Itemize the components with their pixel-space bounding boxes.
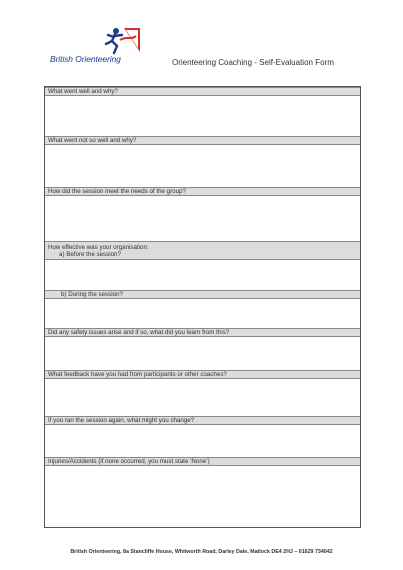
question-label: If you ran the session again, what might you change?: [48, 417, 195, 424]
question-during-session: [45, 290, 360, 299]
question-label: Did any safety issues arise and if so, what did you learn from this?: [48, 329, 230, 336]
question-label: b) During the session?: [61, 291, 123, 298]
question-label: How did the session meet the needs of the group?: [48, 188, 186, 195]
question-label: What went well and why?: [48, 88, 118, 95]
question-safety-issues: [45, 328, 360, 337]
british-orienteering-logo: [50, 26, 150, 66]
logo-text: British Orienteering: [50, 54, 121, 64]
question-injuries: [45, 457, 360, 466]
evaluation-form: [44, 86, 361, 528]
question-what-went-not-so-well: [45, 136, 360, 145]
question-change: [45, 416, 360, 425]
orienteer-runner-icon: [102, 26, 142, 56]
question-label: What went not so well and why?: [48, 137, 137, 144]
question-feedback: [45, 370, 360, 379]
question-what-went-well: [45, 87, 360, 96]
form-title: Orienteering Coaching - Self-Evaluation Form: [172, 58, 334, 67]
question-organisation: [45, 241, 360, 260]
question-needs-of-group: [45, 187, 360, 196]
footer-address: British Orienteering, 8a Stancliffe House, Whitworth Road, Darley Dale, Matlock DE4 2HJ – 01629 734042: [70, 549, 333, 555]
question-sublabel: a) Before the session?: [59, 251, 121, 258]
question-label: What feedback have you had from participants or other coaches?: [48, 371, 227, 378]
question-label: How effective was your organisation:: [48, 244, 149, 251]
question-label: Injuries/Accidents (if none occurred, you must state ‘None’): [48, 458, 210, 465]
